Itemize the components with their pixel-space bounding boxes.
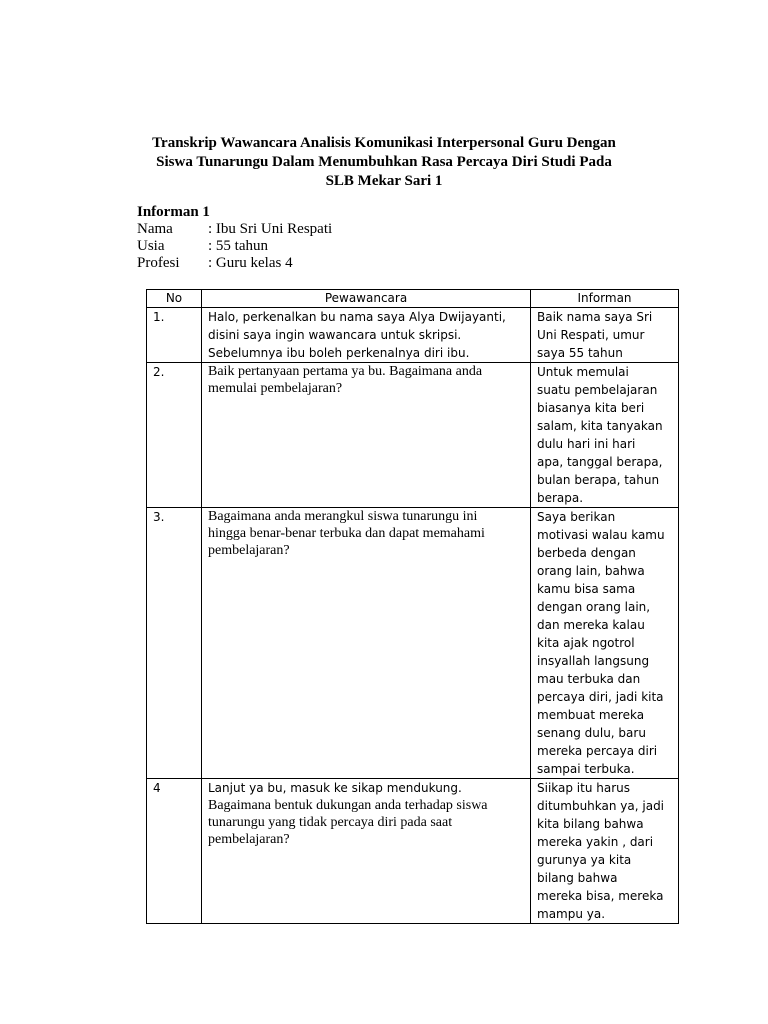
table-row (147, 508, 679, 779)
age-label: Usia (137, 238, 165, 254)
table-row (147, 363, 679, 508)
profession-label: Profesi (137, 255, 180, 271)
name-value: : Ibu Sri Uni Respati (208, 221, 333, 237)
informant-answer: Saya berikan motivasi walau kamu berbeda dengan orang lain, bahwa kamu bisa sama dengan orang lain, dan mereka kalau kita ajak ngotrol insyallah langsung mau terbuka dan percaya diri, jadi kita membuat mereka senang dulu, baru mereka percaya diri sampai terbuka. (531, 508, 679, 779)
table-row (147, 779, 679, 924)
row-number: 1. (147, 308, 202, 363)
row-number: 2. (147, 363, 202, 508)
interviewer-question-body: Bagaimana bentuk dukungan anda terhadap siswa tunarungu yang tidak percaya diri pada saat pembelajaran? (208, 798, 488, 847)
name-label: Nama (137, 221, 173, 237)
row-number: 4 (147, 779, 202, 924)
age-value: : 55 tahun (208, 238, 268, 254)
informant-name-row (137, 221, 332, 238)
interviewer-question-intro: Lanjut ya bu, masuk ke sikap mendukung. (208, 781, 462, 795)
table-row (147, 308, 679, 363)
title-line-1: Transkrip Wawancara Analisis Komunikasi Interpersonal Guru Dengan (152, 135, 616, 151)
profession-value: : Guru kelas 4 (208, 255, 293, 271)
interview-table (146, 289, 679, 924)
informant-answer: Baik nama saya Sri Uni Respati, umur saya 55 tahun (531, 308, 679, 363)
header-no: No (147, 290, 202, 308)
title-line-3: SLB Mekar Sari 1 (325, 173, 443, 189)
interviewer-question (202, 779, 531, 924)
informant-age-row (137, 238, 332, 255)
title-line-2: Siswa Tunarungu Dalam Menumbuhkan Rasa Percaya Diri Studi Pada (156, 154, 612, 170)
informant-profession-row (137, 255, 332, 272)
row-number: 3. (147, 508, 202, 779)
informant-heading: Informan 1 (137, 204, 210, 220)
interviewer-question: Baik pertanyaan pertama ya bu. Bagaimana anda memulai pembelajaran? (202, 363, 531, 508)
document-title (120, 134, 648, 191)
informant-answer: Siikap itu harus ditumbuhkan ya, jadi kita bilang bahwa mereka yakin , dari gurunya ya kita bilang bahwa mereka bisa, mereka mampu ya. (531, 779, 679, 924)
header-pewawancara: Pewawancara (202, 290, 531, 308)
informant-answer: Untuk memulai suatu pembelajaran biasanya kita beri salam, kita tanyakan dulu hari ini hari apa, tanggal berapa, bulan berapa, tahun berapa. (531, 363, 679, 508)
informant-info (137, 204, 332, 272)
header-informan: Informan (531, 290, 679, 308)
interviewer-question: Halo, perkenalkan bu nama saya Alya Dwijayanti, disini saya ingin wawancara untuk skripsi. Sebelumnya ibu boleh perkenalnya diri ibu. (202, 308, 531, 363)
table-header-row (147, 290, 679, 308)
interviewer-question: Bagaimana anda merangkul siswa tunarungu ini hingga benar-benar terbuka dan dapat memahami pembelajaran? (202, 508, 531, 779)
